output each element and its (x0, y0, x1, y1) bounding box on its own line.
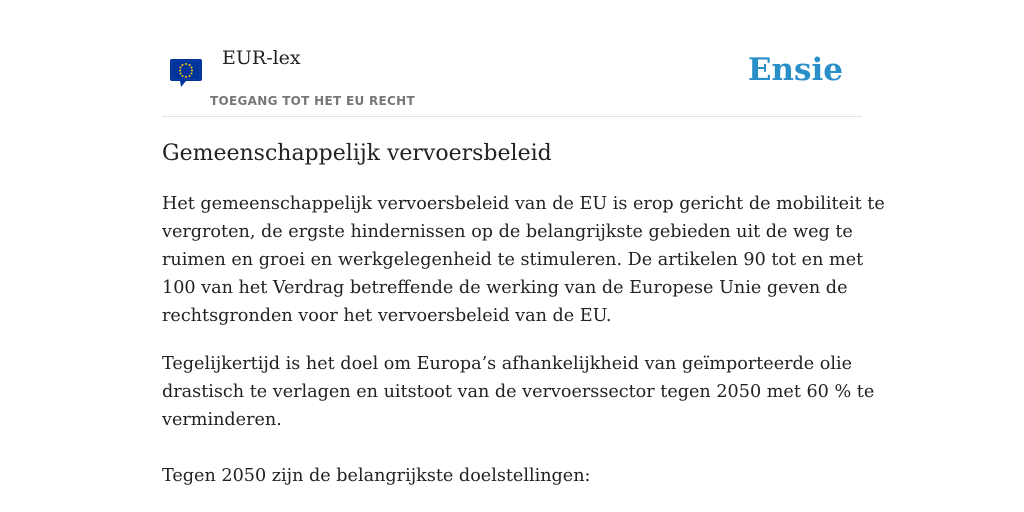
paragraph-2-line: verminderen. (162, 410, 282, 430)
site-tagline: TOEGANG TOT HET EU RECHT (210, 94, 415, 108)
brand-logo[interactable]: Ensie (747, 52, 843, 88)
paragraph-1 (162, 190, 885, 330)
paragraph-2-line: Tegelijkertijd is het doel om Europa’s afhankelijkheid van geïmporteerde olie (162, 354, 853, 374)
paragraph-1-line: rechtsgronden voor het vervoersbeleid van de EU. (162, 306, 612, 326)
paragraph-1-line: Het gemeenschappelijk vervoersbeleid van de EU is erop gericht de mobiliteit te (162, 194, 885, 214)
paragraph-1-line: ruimen en groei en werkgelegenheid te stimuleren. De artikelen 90 tot en met (162, 250, 864, 270)
paragraph-1-line: 100 van het Verdrag betreffende de werking van de Europese Unie geven de (162, 278, 848, 298)
paragraph-3: Tegen 2050 zijn de belangrijkste doelstellingen: (162, 466, 591, 486)
article (162, 138, 885, 490)
paragraph-2 (162, 350, 875, 434)
article-title: Gemeenschappelijk vervoersbeleid (162, 141, 552, 166)
paragraph-2-line: drastisch te verlagen en uitstoot van de vervoerssector tegen 2050 met 60 % te (162, 382, 875, 402)
eu-flag-chat-icon[interactable] (169, 57, 205, 89)
site-name[interactable]: EUR-lex (222, 47, 301, 69)
site-header (162, 40, 862, 117)
paragraph-1-line: vergroten, de ergste hindernissen op de belangrijkste gebieden uit de weg te (162, 222, 853, 242)
